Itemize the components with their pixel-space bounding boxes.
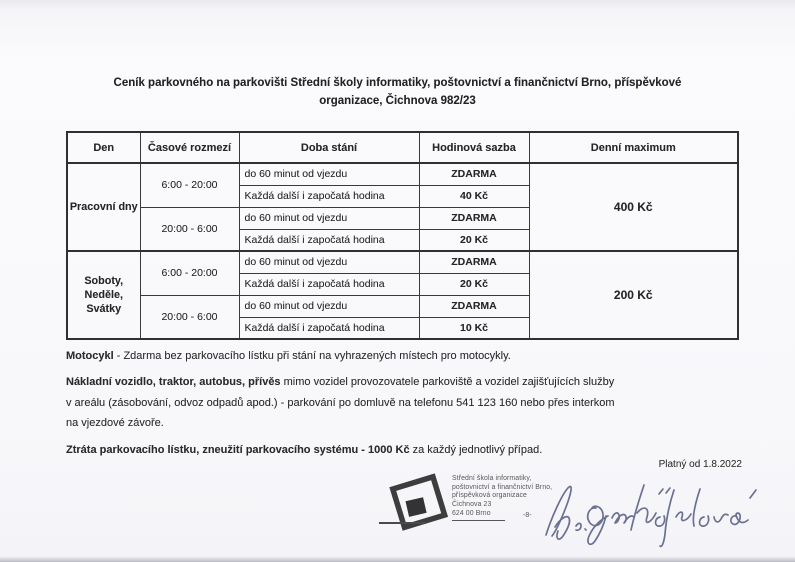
note-bold-lead: Motocykl: [66, 350, 114, 362]
validity-date: Platný od 1.8.2022: [658, 459, 742, 470]
time-range-cell: 20:00 - 6:00: [140, 295, 239, 339]
rate-cell: ZDARMA: [419, 163, 529, 185]
header-hourly-rate: Hodinová sazba: [419, 132, 529, 163]
stamp-line: příspěvková organizace: [452, 492, 527, 500]
day-label: Soboty,: [84, 275, 124, 287]
header-daily-max: Denní maximum: [529, 132, 738, 163]
stamp-line: poštovnictví a finančnictví Brno,: [452, 483, 553, 491]
note-text: v areálu (zásobování, odvoz odpadů apod.) - parkování po domluvě na telefonu 541 123 160 nebo přes interkom: [66, 396, 615, 409]
duration-cell: Každá další i započatá hodina: [239, 317, 419, 339]
day-cell-weekends: [67, 251, 140, 339]
time-range-cell: 6:00 - 20:00: [140, 251, 239, 295]
duration-cell: do 60 minut od vjezdu: [239, 251, 419, 273]
note-motorcycle: [66, 346, 511, 367]
note-bold-lead: Nákladní vozidlo, traktor, autobus, přívěs: [66, 376, 281, 388]
header-day: Den: [67, 132, 140, 163]
note-text: mimo vozidel provozovatele parkoviště a vozidel zajišťujících služby: [280, 376, 615, 388]
note-trucks: [66, 372, 615, 434]
rate-cell: 40 Kč: [419, 185, 529, 207]
duration-cell: do 60 minut od vjezdu: [239, 163, 419, 185]
daily-max-cell-workdays: 400 Kč: [529, 163, 738, 251]
rate-cell: 10 Kč: [419, 317, 529, 339]
day-cell-workdays: [67, 163, 140, 251]
title-line-2: organizace, Čichnova 982/23: [319, 95, 476, 107]
stamp-line: Čichnova 23: [452, 501, 492, 509]
time-range-cell: 6:00 - 20:00: [140, 163, 239, 207]
day-label: Svátky: [86, 303, 122, 315]
rate-cell: 20 Kč: [419, 229, 529, 251]
duration-cell: do 60 minut od vjezdu: [239, 295, 419, 317]
header-duration: Doba stání: [239, 132, 419, 163]
scan-bottom-edge: [0, 556, 795, 562]
table-row: [67, 251, 738, 273]
duration-cell: Každá další i započatá hodina: [239, 185, 419, 207]
table-row: [67, 163, 738, 185]
stamp-line-city: 624 00 Brno: [452, 510, 505, 521]
rate-cell: ZDARMA: [419, 295, 529, 317]
header-time-range: Časové rozmezí: [140, 132, 239, 163]
rate-cell: 20 Kč: [419, 273, 529, 295]
duration-cell: Každá další i započatá hodina: [239, 273, 419, 295]
rate-cell: ZDARMA: [419, 251, 529, 273]
stamp-underline: [379, 522, 426, 524]
note-text: za každý jednotlivý případ.: [409, 444, 543, 456]
note-text: na vjezdové závoře.: [66, 417, 164, 429]
table-header-row: [67, 132, 738, 163]
note-text: - Zdarma bez parkovacího lístku při stání na vyhrazených místech pro motocykly.: [113, 350, 511, 362]
duration-cell: Každá další i započatá hodina: [239, 229, 419, 251]
handwritten-signature: [538, 472, 770, 556]
parking-price-table: [66, 131, 739, 340]
time-range-cell: 20:00 - 6:00: [140, 207, 239, 251]
day-label: Neděle,: [84, 289, 123, 301]
title-line-1: Ceník parkovného na parkovišti Střední školy informatiky, poštovnictví a finančnictví Brno, příspěvkové: [113, 77, 682, 89]
day-label: Pracovní dny: [69, 201, 138, 213]
stamp-line: Střední škola informatiky,: [452, 475, 532, 482]
note-bold-lead: Ztráta parkovacího lístku, zneužití parkovacího systému - 1000 Kč: [66, 444, 410, 456]
page-number-mark: -8-: [523, 512, 532, 519]
duration-cell: do 60 minut od vjezdu: [239, 207, 419, 229]
rate-cell: ZDARMA: [419, 207, 529, 229]
daily-max-cell-weekends: 200 Kč: [529, 251, 738, 339]
document-title: [0, 74, 795, 110]
note-lost-ticket: [66, 440, 542, 461]
